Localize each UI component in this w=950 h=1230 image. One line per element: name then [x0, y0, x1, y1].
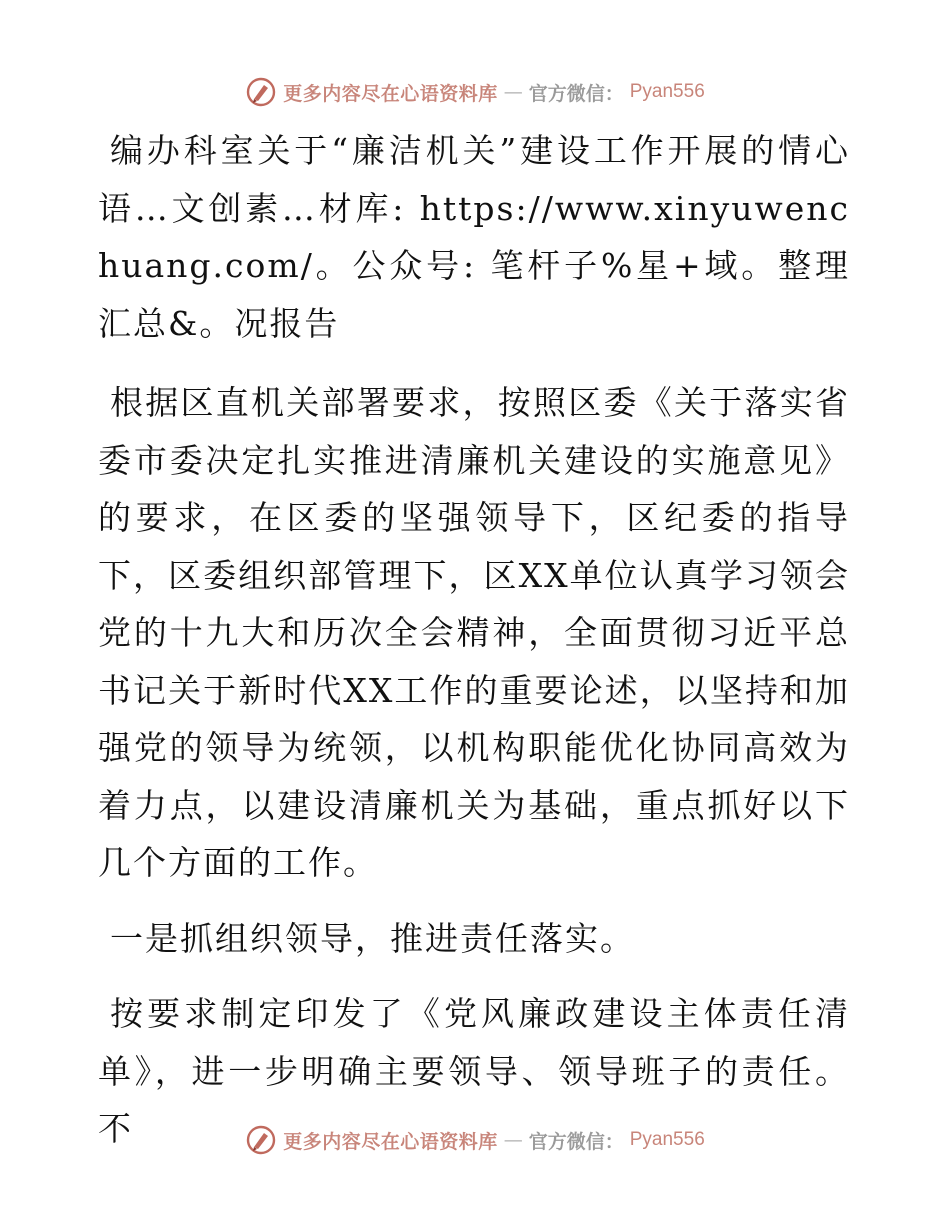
banner-wechat-label: 官方微信：: [528, 1130, 624, 1153]
banner-separator: —: [503, 1129, 523, 1151]
paragraph-intro: 根据区直机关部署要求，按照区委《关于落实省委市委决定扎实推进清廉机关建设的实施意见》的要求，在区委的坚强领导下，区纪委的指导下，区委组织部管理下，区XX单位认真学习领会党的十九大和历次全会精神，全面贯彻习近平总书记关于新时代XX工作的重要论述，以坚持和加强党的领导为统领，以机构职能优化协同高效为着力点，以建设清廉机关为基础，重点抓好以下几个方面的工作。: [98, 383, 850, 882]
banner-handle: Pyan556: [629, 81, 705, 102]
footer-watermark-banner: [0, 1120, 950, 1160]
pen-nib-logo-icon: [245, 76, 277, 108]
header-watermark-banner: [0, 72, 950, 112]
document-title: 编办科室关于“廉洁机关”建设工作开展的情心语…文创素…材库: https://www.xinyuwenchuang.com/。公众号: 笔杆子%星+域。整理汇总&。况报告: [98, 131, 850, 343]
paragraph-detail: 按要求制定印发了《党风廉政建设主体责任清单》，进一步明确主要领导、领导班子的责任。不: [98, 994, 850, 1148]
pen-nib-logo-icon: [245, 1124, 277, 1156]
document-body: [98, 122, 850, 1176]
banner-text: 更多内容尽在心语资料库: [283, 1130, 498, 1153]
banner-handle: Pyan556: [629, 1129, 705, 1150]
banner-text: 更多内容尽在心语资料库: [283, 82, 498, 105]
banner-wechat-label: 官方微信：: [528, 82, 624, 105]
banner-separator: —: [503, 81, 523, 103]
paragraph-heading-one: 一是抓组织领导，推进责任落实。: [110, 918, 635, 958]
